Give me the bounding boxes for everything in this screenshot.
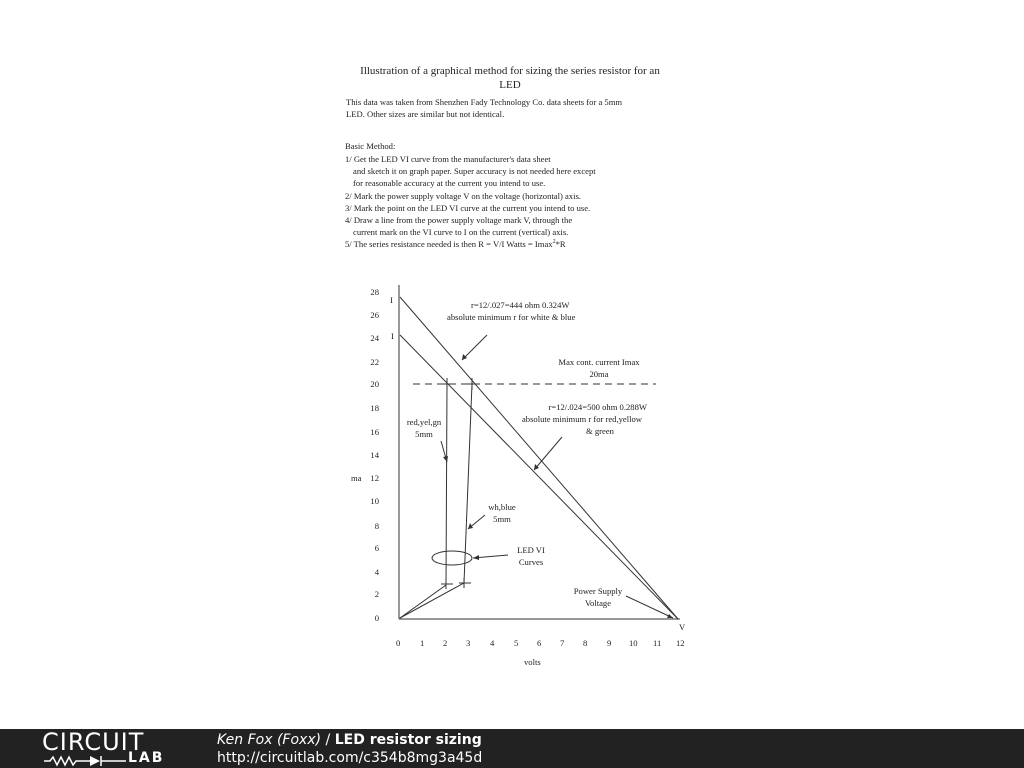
x-tick: 3: [466, 638, 471, 648]
i-marker-top: I: [390, 295, 393, 305]
circuitlab-logo[interactable]: [42, 730, 177, 768]
x-tick: 10: [629, 638, 638, 648]
circuit-url-link[interactable]: http://circuitlab.com/c354b8mg3a45d: [217, 750, 483, 766]
logo-text-circuit: CIRCUIT: [42, 728, 145, 756]
document-title: [330, 64, 690, 92]
method-heading: Basic Method:: [345, 141, 396, 151]
wh-curve-line-1: wh,blue: [488, 502, 516, 512]
psu-line-2: Voltage: [584, 598, 612, 608]
v-marker: V: [679, 622, 686, 632]
step-line: [345, 238, 685, 250]
wh-curve-annotation: [482, 501, 522, 525]
y-tick: 18: [370, 403, 379, 413]
wh-curve-line-2: 5mm: [493, 514, 511, 524]
imax-annotation: [546, 356, 652, 380]
load-line-white-blue: [400, 297, 678, 619]
vi-curves-ellipse: [432, 551, 472, 565]
intro-paragraph: [346, 96, 676, 120]
wb-resistor-annotation: [447, 299, 575, 323]
step-line: 2/ Mark the power supply voltage V on the voltage (horizontal) axis.: [345, 190, 581, 201]
ryg-resistor-line-1: r=12/.024=500 ohm 0.288W: [548, 402, 647, 412]
y-tick: 2: [374, 589, 379, 599]
resistor-diode-icon: [42, 754, 128, 768]
step-line: 3/ Mark the point on the LED VI curve at the current you intend to use.: [345, 202, 591, 213]
vi-graph: [340, 275, 700, 675]
title-separator: /: [321, 732, 335, 748]
vi-curves-line-1: LED VI: [517, 545, 545, 555]
x-tick: 12: [676, 638, 685, 648]
imax-line-1: Max cont. current Imax: [558, 357, 640, 367]
step-5-text: 5/ The series resistance needed is then R = V/I Watts = Imax: [345, 239, 553, 250]
y-tick: 16: [370, 427, 379, 437]
x-tick: 5: [514, 638, 519, 648]
title-line-2: LED: [499, 79, 521, 91]
ryg-resistor-line-2: absolute minimum r for red,yellow: [521, 414, 643, 424]
graph-lines: [340, 275, 700, 675]
y-tick: 10: [370, 496, 379, 506]
y-tick: 12: [370, 473, 379, 483]
x-tick: 2: [443, 638, 448, 648]
i-marker-lower: I: [391, 331, 394, 341]
psu-annotation: [566, 585, 630, 609]
x-tick: 0: [396, 638, 401, 648]
pointer-ryg-resistor: [534, 437, 562, 470]
footer-bar: [0, 729, 1024, 768]
step-5-exponent: 2: [552, 239, 556, 246]
x-tick: 6: [537, 638, 542, 648]
x-tick: 4: [490, 638, 495, 648]
intro-line-1: This data was taken from Shenzhen Fady Technology Co. data sheets for a 5mm: [346, 97, 623, 107]
red-curve-line-2: 5mm: [415, 429, 433, 439]
x-tick: 9: [607, 638, 612, 648]
y-tick: 28: [370, 287, 379, 297]
step-line: 4/ Draw a line from the power supply voltage mark V, through the: [345, 215, 573, 226]
y-tick: 20: [370, 379, 379, 389]
step-line: for reasonable accuracy at the current you intend to use.: [353, 178, 546, 189]
imax-line-2: 20ma: [589, 369, 609, 379]
red-curve-annotation: [402, 416, 446, 440]
ryg-resistor-line-3: & green: [586, 426, 614, 436]
x-axis-label: volts: [524, 657, 541, 667]
logo-text-lab: LAB: [128, 750, 165, 766]
y-tick: 14: [370, 450, 379, 460]
author-link[interactable]: Ken Fox (Foxx): [217, 732, 322, 748]
step-5-tail: *R: [555, 239, 566, 250]
wb-resistor-line-2: absolute minimum r for white & blue: [447, 312, 576, 322]
red-curve-line-1: red,yel,gn: [406, 417, 442, 427]
y-tick: 26: [370, 310, 379, 320]
wb-resistor-line-1: r=12/.027=444 ohm 0.324W: [471, 300, 570, 310]
step-line: 1/ Get the LED VI curve from the manufacturer's data sheet: [345, 154, 551, 164]
y-tick: 8: [374, 521, 379, 531]
method-steps: [345, 153, 685, 251]
y-axis-label: ma: [351, 473, 362, 483]
x-tick: 11: [653, 638, 662, 648]
y-tick: 6: [374, 543, 379, 553]
x-tick: 8: [583, 638, 588, 648]
vi-curves-annotation: [509, 544, 553, 568]
psu-line-1: Power Supply: [573, 586, 623, 596]
title-line-1: Illustration of a graphical method for sizing the series resistor for an: [360, 65, 660, 77]
y-tick: 0: [374, 613, 379, 623]
pointer-wb-resistor: [462, 335, 487, 360]
step-line: and sketch it on graph paper. Super accuracy is not needed here except: [353, 166, 596, 177]
project-title: LED resistor sizing: [334, 732, 482, 748]
ryg-resistor-annotation: [517, 401, 647, 437]
step-line: current mark on the VI curve to I on the current (vertical) axis.: [353, 227, 569, 238]
y-tick: 24: [370, 333, 379, 343]
footer-title: [217, 731, 482, 749]
x-tick: 1: [420, 638, 425, 648]
x-tick: 7: [560, 638, 565, 648]
y-tick: 4: [374, 567, 379, 577]
vi-curves-line-2: Curves: [518, 557, 544, 567]
y-tick: 22: [370, 357, 379, 367]
intro-line-2: LED. Other sizes are similar but not identical.: [346, 109, 505, 120]
